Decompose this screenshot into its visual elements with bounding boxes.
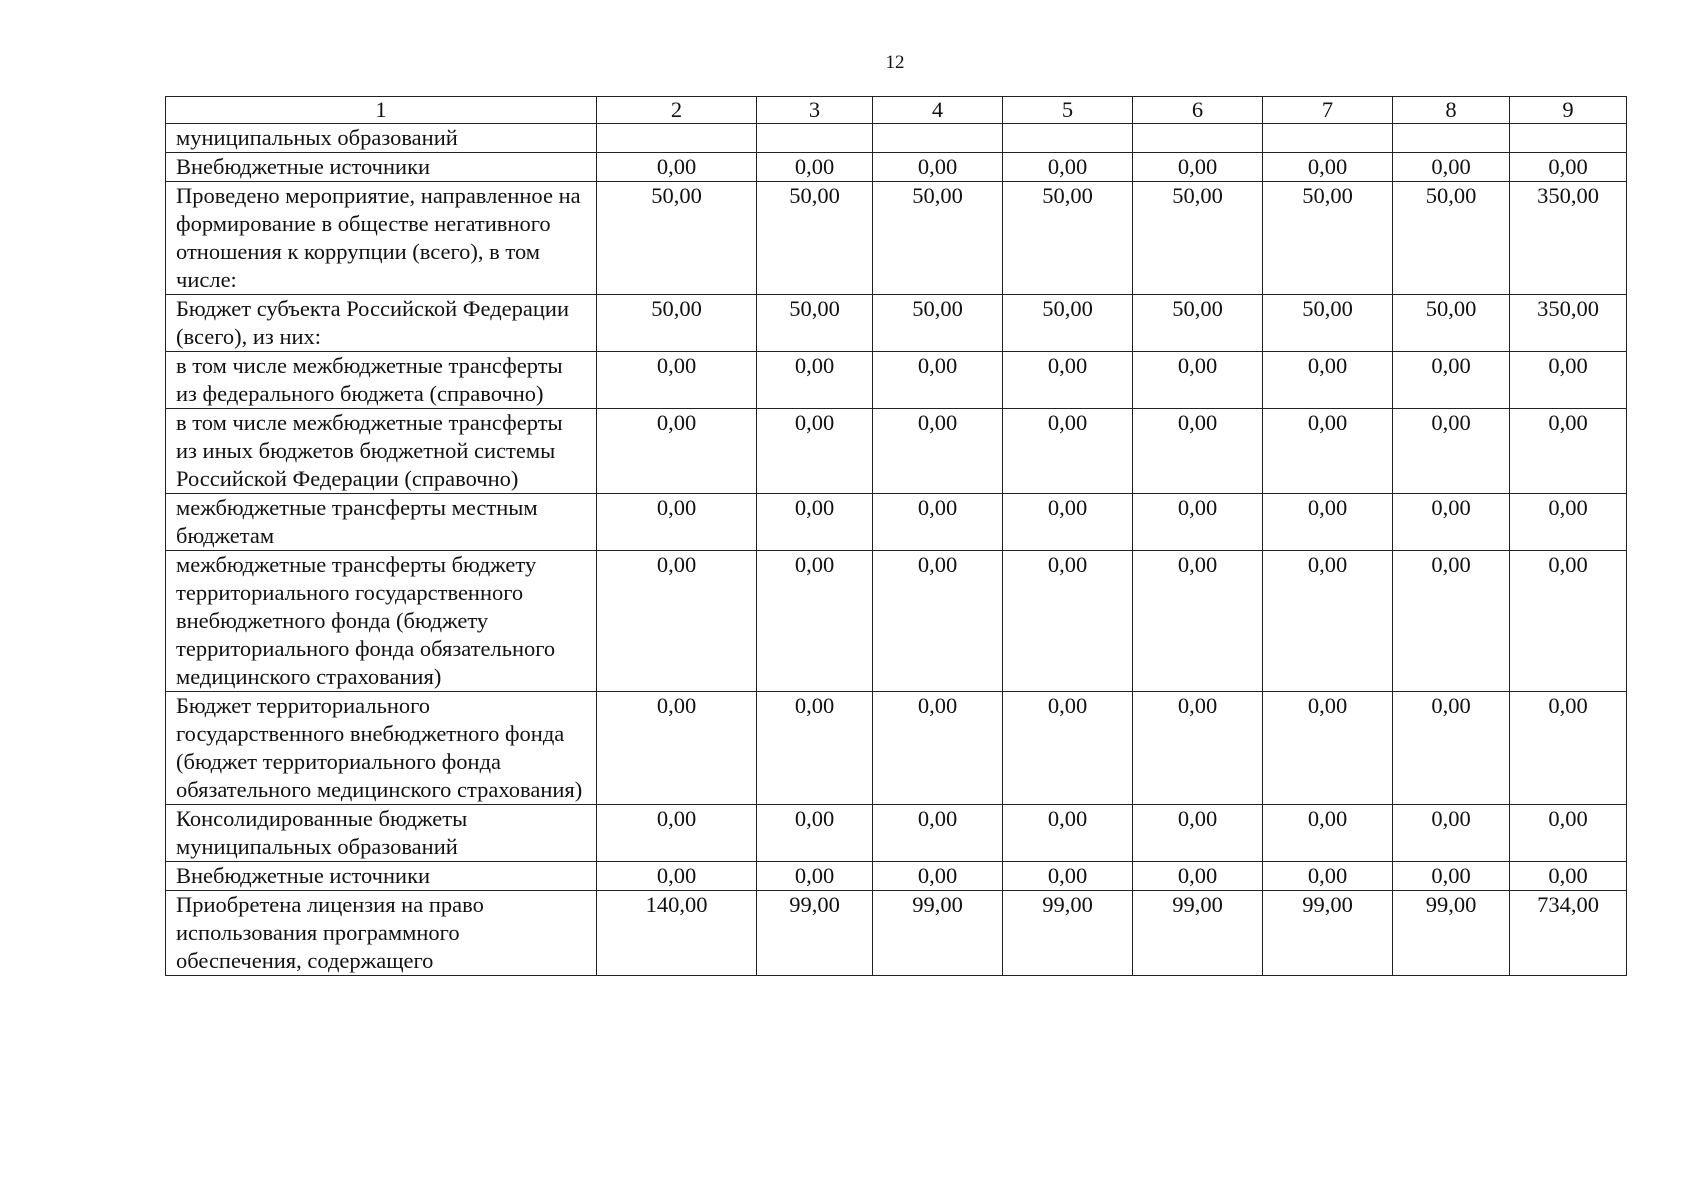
header-row [166, 97, 1627, 124]
value-cell: 0,00 [1510, 805, 1627, 862]
table-row [166, 409, 1627, 494]
table-row [166, 124, 1627, 153]
value-cell: 0,00 [1510, 494, 1627, 551]
row-label: Приобретена лицензия на право использования программного обеспечения, содержащего [166, 891, 597, 976]
table-row [166, 494, 1627, 551]
value-cell: 0,00 [597, 494, 757, 551]
value-cell: 0,00 [597, 153, 757, 182]
value-cell: 0,00 [1133, 862, 1263, 891]
value-cell: 0,00 [1510, 862, 1627, 891]
value-cell: 50,00 [757, 182, 873, 295]
value-cell: 50,00 [757, 295, 873, 352]
value-cell: 0,00 [1393, 352, 1510, 409]
value-cell: 0,00 [1003, 692, 1133, 805]
value-cell: 50,00 [1393, 182, 1510, 295]
value-cell: 0,00 [597, 551, 757, 692]
value-cell: 0,00 [1393, 551, 1510, 692]
value-cell: 350,00 [1510, 182, 1627, 295]
value-cell [1003, 124, 1133, 153]
table-row [166, 805, 1627, 862]
value-cell: 0,00 [597, 692, 757, 805]
column-header: 1 [166, 97, 597, 124]
value-cell: 99,00 [1263, 891, 1393, 976]
value-cell: 0,00 [1393, 153, 1510, 182]
value-cell: 50,00 [873, 295, 1003, 352]
value-cell: 0,00 [1133, 352, 1263, 409]
value-cell: 0,00 [1263, 352, 1393, 409]
value-cell: 0,00 [757, 153, 873, 182]
row-label: Внебюджетные источники [166, 862, 597, 891]
value-cell [1510, 124, 1627, 153]
value-cell: 99,00 [873, 891, 1003, 976]
value-cell: 0,00 [873, 862, 1003, 891]
value-cell: 0,00 [1263, 494, 1393, 551]
value-cell: 99,00 [1133, 891, 1263, 976]
value-cell: 50,00 [1263, 182, 1393, 295]
table-row [166, 153, 1627, 182]
value-cell: 0,00 [873, 494, 1003, 551]
column-header: 3 [757, 97, 873, 124]
column-header: 2 [597, 97, 757, 124]
value-cell: 0,00 [757, 692, 873, 805]
row-label: в том числе межбюджетные трансферты из федерального бюджета (справочно) [166, 352, 597, 409]
value-cell [1133, 124, 1263, 153]
value-cell: 0,00 [1393, 862, 1510, 891]
column-header: 7 [1263, 97, 1393, 124]
value-cell: 99,00 [1003, 891, 1133, 976]
value-cell: 0,00 [597, 352, 757, 409]
value-cell: 99,00 [757, 891, 873, 976]
table-row [166, 551, 1627, 692]
table-row [166, 182, 1627, 295]
value-cell: 0,00 [757, 805, 873, 862]
value-cell: 0,00 [1263, 862, 1393, 891]
column-header: 6 [1133, 97, 1263, 124]
value-cell: 0,00 [873, 805, 1003, 862]
value-cell: 0,00 [1003, 551, 1133, 692]
value-cell: 0,00 [1133, 692, 1263, 805]
value-cell: 0,00 [1133, 494, 1263, 551]
value-cell: 0,00 [1133, 805, 1263, 862]
row-label: межбюджетные трансферты местным бюджетам [166, 494, 597, 551]
value-cell: 50,00 [1393, 295, 1510, 352]
value-cell: 0,00 [1510, 153, 1627, 182]
value-cell: 0,00 [1133, 551, 1263, 692]
value-cell: 0,00 [1510, 551, 1627, 692]
value-cell [597, 124, 757, 153]
value-cell: 0,00 [1263, 692, 1393, 805]
value-cell: 0,00 [1133, 409, 1263, 494]
table-row [166, 295, 1627, 352]
value-cell [1393, 124, 1510, 153]
value-cell: 0,00 [597, 805, 757, 862]
table-body [166, 124, 1627, 976]
column-header: 4 [873, 97, 1003, 124]
value-cell: 0,00 [757, 862, 873, 891]
value-cell: 0,00 [873, 153, 1003, 182]
table-row [166, 352, 1627, 409]
value-cell [873, 124, 1003, 153]
table-row [166, 692, 1627, 805]
page-number: 12 [885, 52, 905, 73]
value-cell: 0,00 [1393, 494, 1510, 551]
value-cell: 0,00 [1393, 692, 1510, 805]
value-cell: 50,00 [1003, 182, 1133, 295]
column-header: 5 [1003, 97, 1133, 124]
value-cell: 0,00 [757, 352, 873, 409]
row-label: в том числе межбюджетные трансферты из иных бюджетов бюджетной системы Российской Федерации (справочно) [166, 409, 597, 494]
value-cell: 0,00 [873, 409, 1003, 494]
value-cell: 0,00 [1003, 153, 1133, 182]
value-cell: 50,00 [873, 182, 1003, 295]
table-row [166, 862, 1627, 891]
value-cell: 0,00 [757, 551, 873, 692]
value-cell: 50,00 [1263, 295, 1393, 352]
value-cell: 0,00 [1003, 805, 1133, 862]
row-label: Бюджет субъекта Российской Федерации (всего), из них: [166, 295, 597, 352]
value-cell: 50,00 [1133, 182, 1263, 295]
value-cell: 99,00 [1393, 891, 1510, 976]
value-cell: 0,00 [1393, 409, 1510, 494]
value-cell: 0,00 [1133, 153, 1263, 182]
row-label: муниципальных образований [166, 124, 597, 153]
value-cell: 0,00 [873, 352, 1003, 409]
value-cell: 0,00 [1263, 153, 1393, 182]
value-cell [1263, 124, 1393, 153]
row-label: межбюджетные трансферты бюджету территориального государственного внебюджетного фонда (бюджету территориального фонда обязательного медицинского страхования) [166, 551, 597, 692]
value-cell: 350,00 [1510, 295, 1627, 352]
value-cell: 0,00 [1003, 352, 1133, 409]
row-label: Внебюджетные источники [166, 153, 597, 182]
column-header: 9 [1510, 97, 1627, 124]
value-cell: 0,00 [757, 494, 873, 551]
value-cell: 0,00 [1510, 352, 1627, 409]
row-label: Бюджет территориального государственного внебюджетного фонда (бюджет территориального фонда обязательного медицинского страхования) [166, 692, 597, 805]
value-cell: 0,00 [597, 862, 757, 891]
table-row [166, 891, 1627, 976]
value-cell: 0,00 [1263, 805, 1393, 862]
row-label: Консолидированные бюджеты муниципальных образований [166, 805, 597, 862]
value-cell: 140,00 [597, 891, 757, 976]
value-cell: 50,00 [1003, 295, 1133, 352]
value-cell: 734,00 [1510, 891, 1627, 976]
value-cell: 0,00 [1003, 494, 1133, 551]
value-cell: 0,00 [1510, 692, 1627, 805]
value-cell: 50,00 [597, 295, 757, 352]
value-cell: 50,00 [1133, 295, 1263, 352]
value-cell: 0,00 [1003, 862, 1133, 891]
column-header: 8 [1393, 97, 1510, 124]
value-cell: 0,00 [1393, 805, 1510, 862]
value-cell: 0,00 [1003, 409, 1133, 494]
value-cell: 0,00 [873, 692, 1003, 805]
value-cell: 0,00 [1263, 551, 1393, 692]
value-cell: 0,00 [873, 551, 1003, 692]
value-cell: 50,00 [597, 182, 757, 295]
value-cell [757, 124, 873, 153]
value-cell: 0,00 [597, 409, 757, 494]
value-cell: 0,00 [1263, 409, 1393, 494]
value-cell: 0,00 [1510, 409, 1627, 494]
budget-table [165, 96, 1627, 976]
value-cell: 0,00 [757, 409, 873, 494]
row-label: Проведено мероприятие, направленное на формирование в обществе негативного отношения к коррупции (всего), в том числе: [166, 182, 597, 295]
